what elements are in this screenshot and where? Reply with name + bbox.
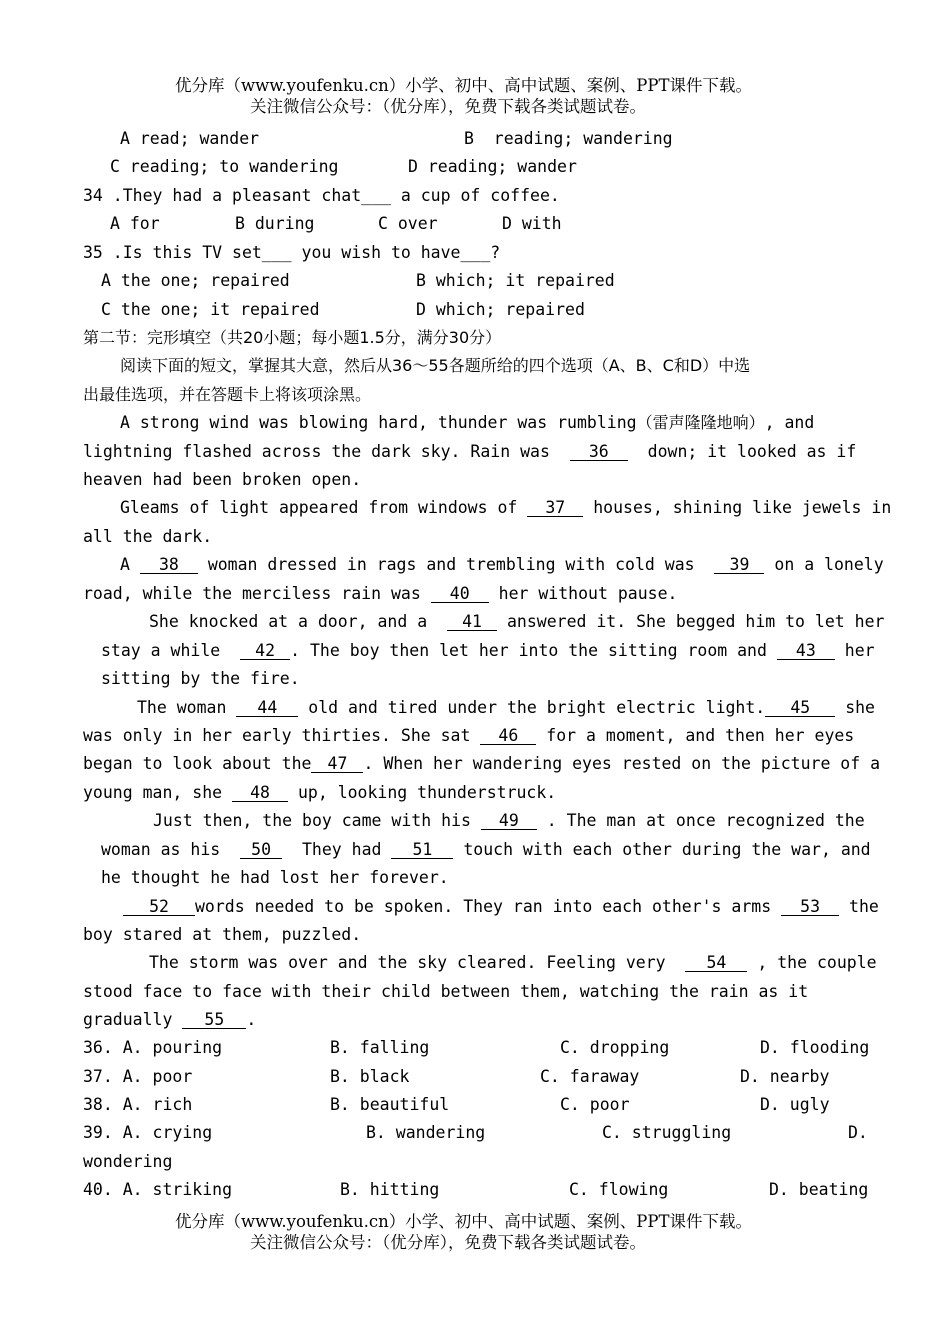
passage-text: woman dressed in rags and trembling with cold was [207, 555, 695, 574]
passage-text: houses, shining like jewels in [593, 498, 892, 517]
q33-option-a: A read; wander [120, 129, 260, 148]
passage-text: They had [301, 840, 382, 859]
passage-line [83, 442, 856, 462]
page-header-line2: 关注微信公众号：（优分库），免费下载各类试题试卷。 [250, 97, 646, 116]
option-39-a: 39. A. crying [83, 1123, 213, 1142]
option-39-c: C. struggling [602, 1123, 732, 1142]
option-36-a: 36. A. pouring [83, 1038, 223, 1057]
passage-line: sitting by the fire. [101, 669, 300, 688]
passage-line [83, 584, 677, 604]
q35-option-a: A the one; repaired [101, 271, 290, 290]
option-38-c: C. poor [560, 1095, 630, 1114]
page-footer-line2: 关注微信公众号：（优分库），免费下载各类试题试卷。 [250, 1233, 646, 1252]
blank-36: 36 [570, 443, 628, 461]
q33-option-b: B reading; wandering [464, 129, 673, 148]
passage-text: began to look about the [83, 754, 312, 773]
option-40-c: C. flowing [569, 1180, 669, 1199]
passage-text: She knocked at a door, and a [149, 612, 428, 631]
blank-55: 55 [182, 1011, 246, 1029]
passage-text: down; it looked as if [647, 442, 857, 461]
passage-line [123, 897, 879, 917]
passage-text: answered it. She begged him to let her [506, 612, 885, 631]
option-38-b: B. beautiful [330, 1095, 450, 1114]
passage-text: for a moment, and then her eyes [546, 726, 855, 745]
passage-text: her without pause. [498, 584, 678, 603]
blank-54: 54 [685, 954, 747, 972]
passage-text: . [246, 1010, 257, 1029]
passage-text: old and tired under the bright electric light. [308, 698, 766, 717]
blank-49: 49 [481, 812, 537, 830]
passage-line [83, 1010, 256, 1030]
passage-text: A strong wind was blowing hard, thunder was rumbling [120, 413, 637, 432]
passage-line [101, 641, 875, 661]
option-39-b: B. wandering [366, 1123, 486, 1142]
section-title: 第二节：完形填空（共20小题；每小题1.5分，满分30分） [83, 328, 502, 347]
passage-line [153, 811, 865, 831]
q34-option-c: C over [378, 214, 438, 233]
passage-text: up, looking thunderstruck. [297, 783, 557, 802]
passage-text: . The man at once recognized the [546, 811, 865, 830]
passage-text: gradually [83, 1010, 173, 1029]
passage-line: all the dark. [83, 527, 213, 546]
passage-text: . When her wandering eyes rested on the picture of a [363, 754, 881, 773]
option-39-d: D. [848, 1123, 868, 1142]
blank-44: 44 [236, 699, 298, 717]
blank-40: 40 [431, 585, 489, 603]
blank-46: 46 [480, 727, 536, 745]
passage-text: The storm was over and the sky cleared. Feeling very [149, 953, 666, 972]
q35-option-d: D which; repaired [416, 300, 585, 319]
passage-text: she [845, 698, 875, 717]
option-38-d: D. ugly [760, 1095, 830, 1114]
blank-53: 53 [781, 898, 839, 916]
passage-line: stood face to face with their child between them, watching the rain as it [83, 982, 809, 1001]
blank-42: 42 [240, 642, 290, 660]
q33-option-c: C reading; to wandering [110, 157, 339, 176]
section-instruction-1: 阅读下面的短文，掌握其大意，然后从36～55各题所给的四个选项（A、B、C和D）中选 [120, 356, 751, 375]
passage-text: woman as his [101, 840, 221, 859]
passage-text: words needed to be spoken. They ran into each other's arms [195, 897, 772, 916]
option-40-d: D. beating [769, 1180, 869, 1199]
blank-47: 47 [311, 755, 363, 773]
page-footer-line1: 优分库（www.youfenku.cn）小学、初中、高中试题、案例、PPT课件下载。 [175, 1212, 752, 1231]
blank-45: 45 [765, 699, 835, 717]
passage-line [83, 726, 854, 746]
passage-text: touch with each other during the war, and [463, 840, 871, 859]
passage-text: young man, she [83, 783, 223, 802]
passage-gloss: （雷声隆隆地响） [636, 413, 765, 432]
option-37-d: D. nearby [740, 1067, 830, 1086]
q35-option-c: C the one; it repaired [101, 300, 320, 319]
q34-option-d: D with [502, 214, 562, 233]
passage-line [120, 413, 814, 433]
passage-text: on a lonely [774, 555, 884, 574]
page-header-line1: 优分库（www.youfenku.cn）小学、初中、高中试题、案例、PPT课件下载。 [175, 76, 752, 95]
option-40-a: 40. A. striking [83, 1180, 233, 1199]
passage-line [149, 953, 877, 973]
passage-text: . The boy then let her into the sitting room and [290, 641, 767, 660]
q34-option-b: B during [235, 214, 315, 233]
blank-43: 43 [777, 642, 835, 660]
passage-line: he thought he had lost her forever. [101, 868, 449, 887]
option-37-b: B. black [330, 1067, 410, 1086]
option-40-b: B. hitting [340, 1180, 440, 1199]
option-37-c: C. faraway [540, 1067, 640, 1086]
q35-option-b: B which; it repaired [416, 271, 615, 290]
q33-option-d: D reading; wander [408, 157, 577, 176]
blank-48: 48 [232, 784, 288, 802]
passage-text: Gleams of light appeared from windows of [120, 498, 518, 517]
passage-line [149, 612, 884, 632]
passage-line [137, 698, 875, 718]
blank-38: 38 [140, 556, 198, 574]
passage-text: , and [764, 413, 815, 432]
passage-line [120, 498, 891, 518]
blank-37: 37 [527, 499, 583, 517]
passage-text: The woman [137, 698, 227, 717]
q34-option-a: A for [110, 214, 160, 233]
option-36-c: C. dropping [560, 1038, 670, 1057]
passage-line [120, 555, 884, 575]
blank-50: 50 [240, 841, 282, 859]
blank-41: 41 [447, 613, 497, 631]
blank-39: 39 [714, 556, 764, 574]
passage-text: road, while the merciless rain was [83, 584, 421, 603]
passage-line: heaven had been broken open. [83, 470, 362, 489]
blank-51: 51 [391, 841, 453, 859]
blank-52: 52 [123, 898, 195, 916]
option-36-b: B. falling [330, 1038, 430, 1057]
passage-text: A [120, 555, 130, 574]
passage-text: lightning flashed across the dark sky. Rain was [83, 442, 550, 461]
option-37-a: 37. A. poor [83, 1067, 193, 1086]
section-instruction-2: 出最佳选项，并在答题卡上将该项涂黑。 [83, 385, 372, 404]
q35-stem: 35 .Is this TV set___ you wish to have___? [83, 243, 501, 262]
passage-text: the [849, 897, 879, 916]
passage-line [83, 783, 556, 803]
option-38-a: 38. A. rich [83, 1095, 193, 1114]
passage-text: Just then, the boy came with his [153, 811, 471, 830]
option-36-d: D. flooding [760, 1038, 870, 1057]
passage-text: stay a while [101, 641, 221, 660]
q34-stem: 34 .They had a pleasant chat___ a cup of coffee. [83, 186, 560, 205]
passage-line: boy stared at them, puzzled. [83, 925, 362, 944]
passage-text: her [844, 641, 875, 660]
passage-line [83, 754, 880, 774]
option-39-d-text: wondering [83, 1152, 173, 1171]
passage-text: , the couple [757, 953, 877, 972]
passage-text: was only in her early thirties. She sat [83, 726, 471, 745]
passage-line [101, 840, 871, 860]
